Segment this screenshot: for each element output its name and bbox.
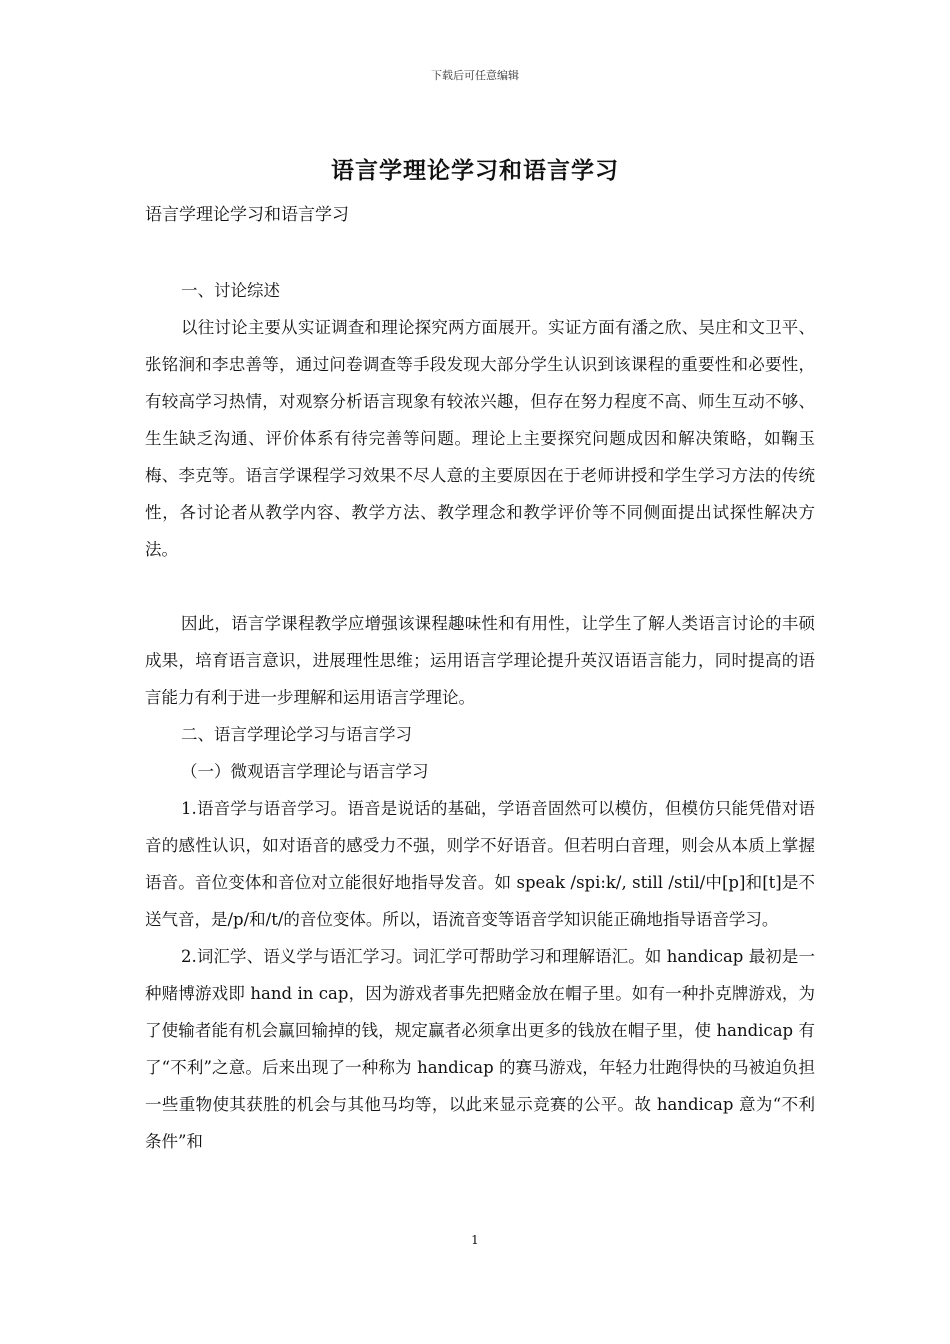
paragraph-lexicology: 2.词汇学、语义学与语汇学习。词汇学可帮助学习和理解语汇。如 handicap 最初是一种赌博游戏即 hand in cap，因为游戏者事先把赌金放在帽子里。如有一种扑克牌游戏，为了使输者能有机会赢回输掉的钱，规定赢者必须拿出更多的钱放在帽子里，使 handicap 有了“不利”之意。后来出现了一种称为 handicap 的赛马游戏，年轻力壮跑得快的马被迫负担一些重物使其获胜的机会与其他马均等，以此来显示竞赛的公平。故 handicap 意为“不利条件”和 — [145, 947, 815, 1151]
document-body — [145, 272, 815, 1160]
section-heading-2: 二、语言学理论学习与语言学习 — [181, 725, 412, 744]
paragraph-therefore: 因此，语言学课程教学应增强该课程趣味性和有用性，让学生了解人类语言讨论的丰硕成果，培育语言意识，进展理性思维；运用语言学理论提升英汉语语言能力，同时提高的语言能力有利于进一步理解和运用语言学理论。 — [145, 614, 815, 707]
paragraph-phonetics: 1.语音学与语音学习。语音是说话的基础，学语音固然可以模仿，但模仿只能凭借对语音的感性认识，如对语音的感受力不强，则学不好语音。但若明白音理，则会从本质上掌握语音。音位变体和音位对立能很好地指导发音。如 speak /spi:k/, still /stil/中[p]和[t]是不送气音，是/p/和/t/的音位变体。所以，语流音变等语音学知识能正确地指导语音学习。 — [145, 799, 815, 929]
document-subtitle: 语言学理论学习和语言学习 — [145, 205, 349, 225]
document-title: 语言学理论学习和语言学习 — [331, 158, 619, 184]
page-header: 下载后可任意编辑 — [431, 69, 519, 82]
paragraph-spacer — [145, 568, 815, 605]
section-heading-1: 一、讨论综述 — [181, 281, 280, 300]
subsection-heading-1: （一）微观语言学理论与语言学习 — [181, 762, 429, 781]
page-number: 1 — [471, 1233, 479, 1247]
paragraph-discussion-summary: 以往讨论主要从实证调查和理论探究两方面展开。实证方面有潘之欣、吴庄和文卫平、张铭涧和李忠善等，通过问卷调查等手段发现大部分学生认识到该课程的重要性和必要性，有较高学习热情，对观察分析语言现象有较浓兴趣，但存在努力程度不高、师生互动不够、生生缺乏沟通、评价体系有待完善等问题。理论上主要探究问题成因和解决策略，如鞠玉梅、李克等。语言学课程学习效果不尽人意的主要原因在于老师讲授和学生学习方法的传统性，各讨论者从教学内容、教学方法、教学理念和教学评价等不同侧面提出试探性解决方法。 — [145, 318, 815, 559]
